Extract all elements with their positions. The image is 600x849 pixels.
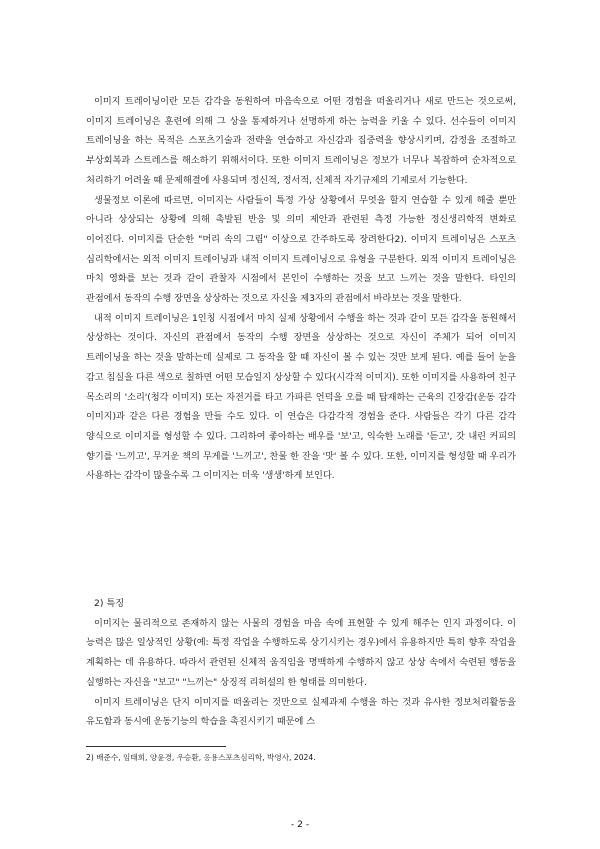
- paragraph-characteristics: 이미지는 물리적으로 존재하지 않는 사물의 경험을 마음 속에 표현할 수 있게 해주는 인지 과정이다. 이 능력은 많은 일상적인 상황(예: 특정 작업을 수행하도록 상기시키는 경우)에서 유용하지만 특히 향후 작업을 계획하는 데 유용하다. 따라서 관련된 신체적 움직임을 명백하게 수행하지 않고 상상 속에서 숙련된 행동을 실행하는 자신을 "보고" "느끼는" 상징적 리허설의 한 형태를 의미한다.: [86, 617, 516, 688]
- body-text-section: [86, 594, 516, 732]
- section-heading: 2) 특징: [94, 598, 125, 609]
- body-text-top: [86, 92, 516, 486]
- paragraph-information-processing: 이미지 트레이닝은 단지 이미지를 떠올리는 것만으로 실제과제 수행을 하는 것과 유사한 정보처리활동을 유도함과 동시에 운동기능의 학습을 촉진시키기 때문에 스: [86, 696, 516, 728]
- paragraph-image-training-definition: 이미지 트레이닝이란 모든 감각을 동원하여 마음속으로 어떤 경험을 떠올리거나 새로 만드는 것으로써, 이미지 트레이닝은 훈련에 의해 그 상을 통제하거나 선명하게 하는 능력을 키울 수 있다. 선수들이 이미지 트레이닝을 하는 목적은 스포츠기술과 전략을 연습하고 자신감과 집중력을 향상시키며, 감정을 조절하고 부상회복과 스트레스를 해소하기 위해서이다. 또한 이미지 트레이닝은 정보가 너무나 복잡하여 순차적으로 처리하기 어려울 때 문제해결에 사용되며 정신적, 정서적, 신체적 자기규제의 기제로서 기능한다.: [86, 96, 516, 186]
- footnote: 2) 배준수, 임태희, 양윤경, 우승환, 응용스포츠심리학, 박영사, 2024.: [86, 753, 316, 762]
- page-number: - 2 -: [290, 819, 310, 830]
- footnote-divider: [86, 746, 226, 747]
- paragraph-internal-image-training: 내적 이미지 트레이닝은 1인칭 시점에서 마치 실제 상황에서 수행을 하는 것과 같이 모든 감각을 동원해서 상상하는 것이다. 자신의 관점에서 동작의 수행 장면을 상상하는 것으로 자신이 주체가 되어 이미지 트레이닝을 하는 것을 말하는데 실제로 그 동작을 할 때 자신이 볼 수 있는 것만 보게 된다. 예를 들어 눈을 감고 침실을 다른 색으로 칠하면 어떤 모습일지 상상할 수 있다(시각적 이미지). 또한 이미지를 사용하여 친구 목소리의 '소리'(청각 이미지) 또는 자전거를 타고 가파른 언덕을 오를 때 탑재하는 근육의 긴장감(운동 감각 이미지)과 같은 다른 경험을 만들 수도 있다. 이 연습은 다감각적 경험을 준다. 사람들은 각기 다른 감각 양식으로 이미지를 형성할 수 있다. 그리하여 좋아하는 배우를 '보'고, 익숙한 노래를 '듣고', 갓 내린 커피의 향기를 '느끼고', 무거운 책의 무게를 '느끼고', 찬물 한 잔을 '맛' 볼 수 있다. 또한, 이미지를 형성할 때 우리가 사용하는 감각이 많을수록 그 이미지는 더욱 '생생'하게 보인다.: [86, 312, 516, 482]
- paragraph-bioinformation-theory: 생물정보 이론에 따르면, 이미지는 사람들이 특정 가상 상황에서 무엇을 할지 연습할 수 있게 해줄 뿐만 아니라 상상되는 상황에 의해 촉발된 반응 및 의미 제안과 관련된 측정 가능한 정신생리학적 변화로 이어진다. 이미지를 단순한 "머리 속의 그림" 이상으로 간주하도록 장려한다2). 이미지 트레이닝은 스포츠 심리학에서는 외적 이미지 트레이닝과 내적 이미지 트레이닝으로 유형을 구분한다. 외적 이미지 트레이닝은 마치 영화를 보는 것과 같이 관찰자 시점에서 본인이 수행하는 것을 보고 느끼는 것을 말한다. 타인의 관점에서 동작의 수행 장면을 상상하는 것으로 자신을 제3자의 관점에서 바라보는 것을 말한다.: [86, 194, 516, 305]
